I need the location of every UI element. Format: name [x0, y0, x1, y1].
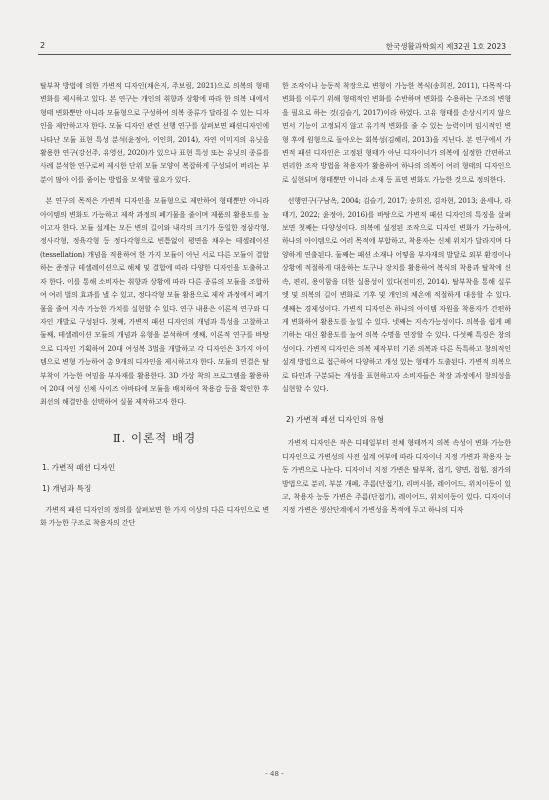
right-paragraph-1: 한 조작이나 능동적 착장으로 변형이 가능한 복식(송희진, 2011), 다목적·다변화를 이루기 위해 형태적인 변화를 수반하며 변화를 수용하는 구조의 변형을 필요로 하는 것(김슬기, 2017)이라 하였다. 고유 형태를 손상시키지 않으면서 기능이 고정되지 않고 유기적 변화를 줄 수 있는 능력이며 임시적인 변형 후에 원형으로 돌아오는 회복성(김혜리, 2013)을 지닌다. 본 연구에서 가변적 패션 디자인은 고정된 형태가 아닌 디자이너가 의복에 설정한 간편하고 편리한 조작 방법을 착용자가 활용하여 하나의 의복이 여러 형태의 디자인으로 실현되며 형태뿐만 아니라 소재 등 표면 변화도 가능한 것으로 정의한다. [282, 82, 511, 184]
left-paragraph-3: 가변적 패션 디자인의 정의를 살펴보면 한 가지 이상의 다른 디자인으로 변화 가능한 구조로 착용자의 간단 [40, 505, 269, 528]
left-column [40, 80, 269, 539]
subsection-heading-2: 2) 가변적 패션 디자인의 유형 [286, 415, 385, 425]
section-heading: 1. 가변적 패션 디자인 [42, 462, 116, 472]
journal-header: 한국생활과학회지 제32권 1호 2023 [385, 42, 506, 51]
page-footer: - 48 - [265, 770, 284, 778]
right-paragraph-3: 가변적 디자인은 작은 디테일부터 전체 형태까지 의복 속성이 변화 가능한 디자인으로 가변성의 사전 설계 여부에 따라 디자이너 지정 가변과 착용자 능동 가변으로 나눈다. 디자이너 지정 가변은 탈부착, 접기, 양면, 접힘, 점가의 방법으로 분리, 부분 개폐, 주름(단접기), 리버시블, 레이어드, 위치이동이 있고, 착용자 능동 가변은 주름(단접기), 레이어드, 위치이동이 있다. 디자이너 지정 가변은 생산단계에서 가변성을 목적에 두고 하나의 디자 [282, 439, 511, 515]
right-paragraph-2: 선행연구(구남옥, 2004; 김슬기, 2017; 송희진, 김차현, 2013; 윤세나, 라태기, 2022; 윤정아, 2016)를 바탕으로 가변적 패션 디자인의 특징을 살펴보면 첫째는 다양성이다. 의복에 설정된 조작으로 디자인 변화가 가능하여, 하나의 아이템으로 여러 목적에 부합하고, 착용자는 신체 위치가 달라지며 다양하게 연출된다. 둘째는 패션 소재나 어떻을 부자재의 발달로 외부 환경이나 상황에 적절하게 대응하는 도구나 장치를 활용하여 복식의 착용과 탈착에 신속, 편리, 용이함을 더한 실용성이 있다(전미진, 2014). 탈부착을 통해 실루엣 및 의복의 길이 변화로 기후 및 개인의 체온에 적절하게 대응할 수 있다. 셋째는 경제성이다. 가변적 디자인은 하나의 아이템 자원을 착용자가 간편하게 변화하여 활용도를 높일 수 있다. 넷째는 지속가능성이다. 의복을 쉽게 폐기하는 대신 활용도를 높여 의복 수명을 연장할 수 있다. 다섯째 특징은 창의성이다. 가변적 디자인은 의복 제작부터 기존 의복과 다른 독특하고 창의적인 설계 방법으로 접근하여 다양하고 개성 있는 형태가 도출된다. 가변적 의복으로 타인과 구분되는 개성을 표현하고자 소비자들은 착장 과정에서 창의성을 실현할 수 있다. [282, 197, 511, 393]
subsection-heading-1: 1) 개념과 특징 [42, 483, 92, 493]
right-column [282, 80, 511, 526]
header-rule [38, 54, 511, 55]
page-number: 2 [40, 41, 46, 50]
chapter-heading: Ⅱ. 이론적 배경 [112, 430, 197, 445]
left-paragraph-2: 본 연구의 목적은 가변적 디자인을 모듈형으로 제안하여 형태뿐만 아니라 아이템의 변화도 가능하고 제작 과정의 폐기물을 줄이며 제품의 활용도를 높이고자 한다. 모듈 설계는 모든 변의 길이와 내각의 크기가 동일한 정삼각형, 정사각형, 정육각형 등 정다각형으로 빈틈없이 평면을 채우는 테셀레이션(tessellation) 개념을 적용하여 한 가지 모듈이 아닌 서로 다른 모듈이 결합하는 준정규 테셀레이션으로 해체 및 결합에 따라 다양한 디자인을 도출하고자 한다. 이를 통해 소비자는 취향과 상황에 따라 다른 종류의 모듈을 조합하여 여러 벌의 효과를 낼 수 있고, 정다각형 모듈 활용으로 제작 과정에서 폐기물을 줄여 지속 가능한 가치를 실현할 수 있다. 연구 내용은 이론적 연구와 디자인 개발로 구성된다. 첫째, 가변적 패션 디자인의 개념과 특성을 고찰하고 둘째, 테셀레이션 모듈의 개념과 유형을 분석하며 셋째, 이론적 연구를 바탕으로 디자인 기획하여 20대 여성복 3벌을 개발하고 각 디자인은 3가지 아이템으로 변형 가능하여 총 9개의 디자인을 제시하고자 한다. 모듈의 연결은 탈부착이 가능한 여밈을 부자재를 활용한다. 3D 가상 착의 프로그램을 활용하여 20대 여성 신체 사이즈 아바타에 모듈을 배치하여 착용감 등을 확인한 후 최선의 해결안을 선택하여 실물 제작하고자 한다. [40, 197, 269, 407]
left-paragraph-1: 탈부착 방법에 의한 가변적 디자인(채은지, 주보림, 2021)으로 의복의 형태 변화를 제시하고 있다. 본 연구는 개인의 취향과 상황에 따라 한 의복 내에서 형태 변화뿐만 아니라 모듈형으로 구성하여 의복 종류가 달라질 수 있는 디자인을 제안하고자 한다. 모듈 디자인 관련 선행 연구를 살펴보면 패션디자인에 나타난 모듈 표현 특성 분석(윤정아, 이인희, 2014), 자연 이미지의 유닛을 활용한 연구(강선주, 유영선, 2020)가 있으나 표현 특성 또는 유닛의 종류를 사례 분석한 연구로써 제시한 단위 모듈 모양이 복잡하게 구성되어 버리는 부분이 많아 이를 줄이는 방법을 모색할 필요가 있다. [40, 82, 269, 184]
